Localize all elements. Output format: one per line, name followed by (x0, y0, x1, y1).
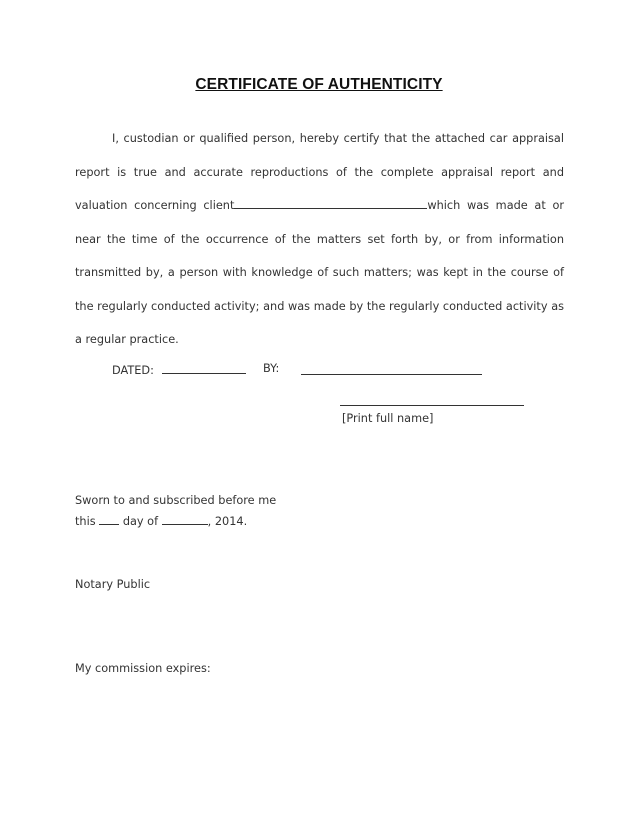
certification-paragraph (75, 122, 564, 357)
date-blank[interactable] (162, 362, 246, 374)
document-title: CERTIFICATE OF AUTHENTICITY (195, 76, 443, 93)
signature-line[interactable] (301, 374, 482, 375)
print-name-line[interactable] (340, 405, 524, 406)
sworn-line-1: Sworn to and subscribed before me (75, 494, 277, 507)
sworn-day-of-label: day of (122, 515, 159, 528)
paragraph-part-2: which was made at or near the time of the occurrence of the matters set forth by, or from information transmitted by, a person with knowledge of such matters; was kept in the course of the regularly conducted activity; and was made by the regularly conducted activity as a regular practice. (75, 199, 564, 346)
dated-row (112, 362, 246, 377)
by-label: BY: (263, 362, 280, 375)
commission-expires-label: My commission expires: (75, 662, 211, 675)
month-blank[interactable] (162, 513, 208, 525)
notary-public-label: Notary Public (75, 578, 151, 591)
paragraph-part-1: I, custodian or qualified person, hereby certify that the attached car appraisal report is true and accurate reproductions of the complete appraisal report and valuation concerning client (75, 132, 564, 212)
print-name-label: [Print full name] (342, 412, 434, 425)
sworn-line-2 (75, 513, 247, 528)
day-blank[interactable] (99, 513, 119, 525)
client-name-blank[interactable] (234, 197, 427, 209)
sworn-year-suffix: , 2014. (207, 515, 248, 528)
sworn-this-label: this (75, 515, 96, 528)
dated-label: DATED: (112, 364, 154, 377)
